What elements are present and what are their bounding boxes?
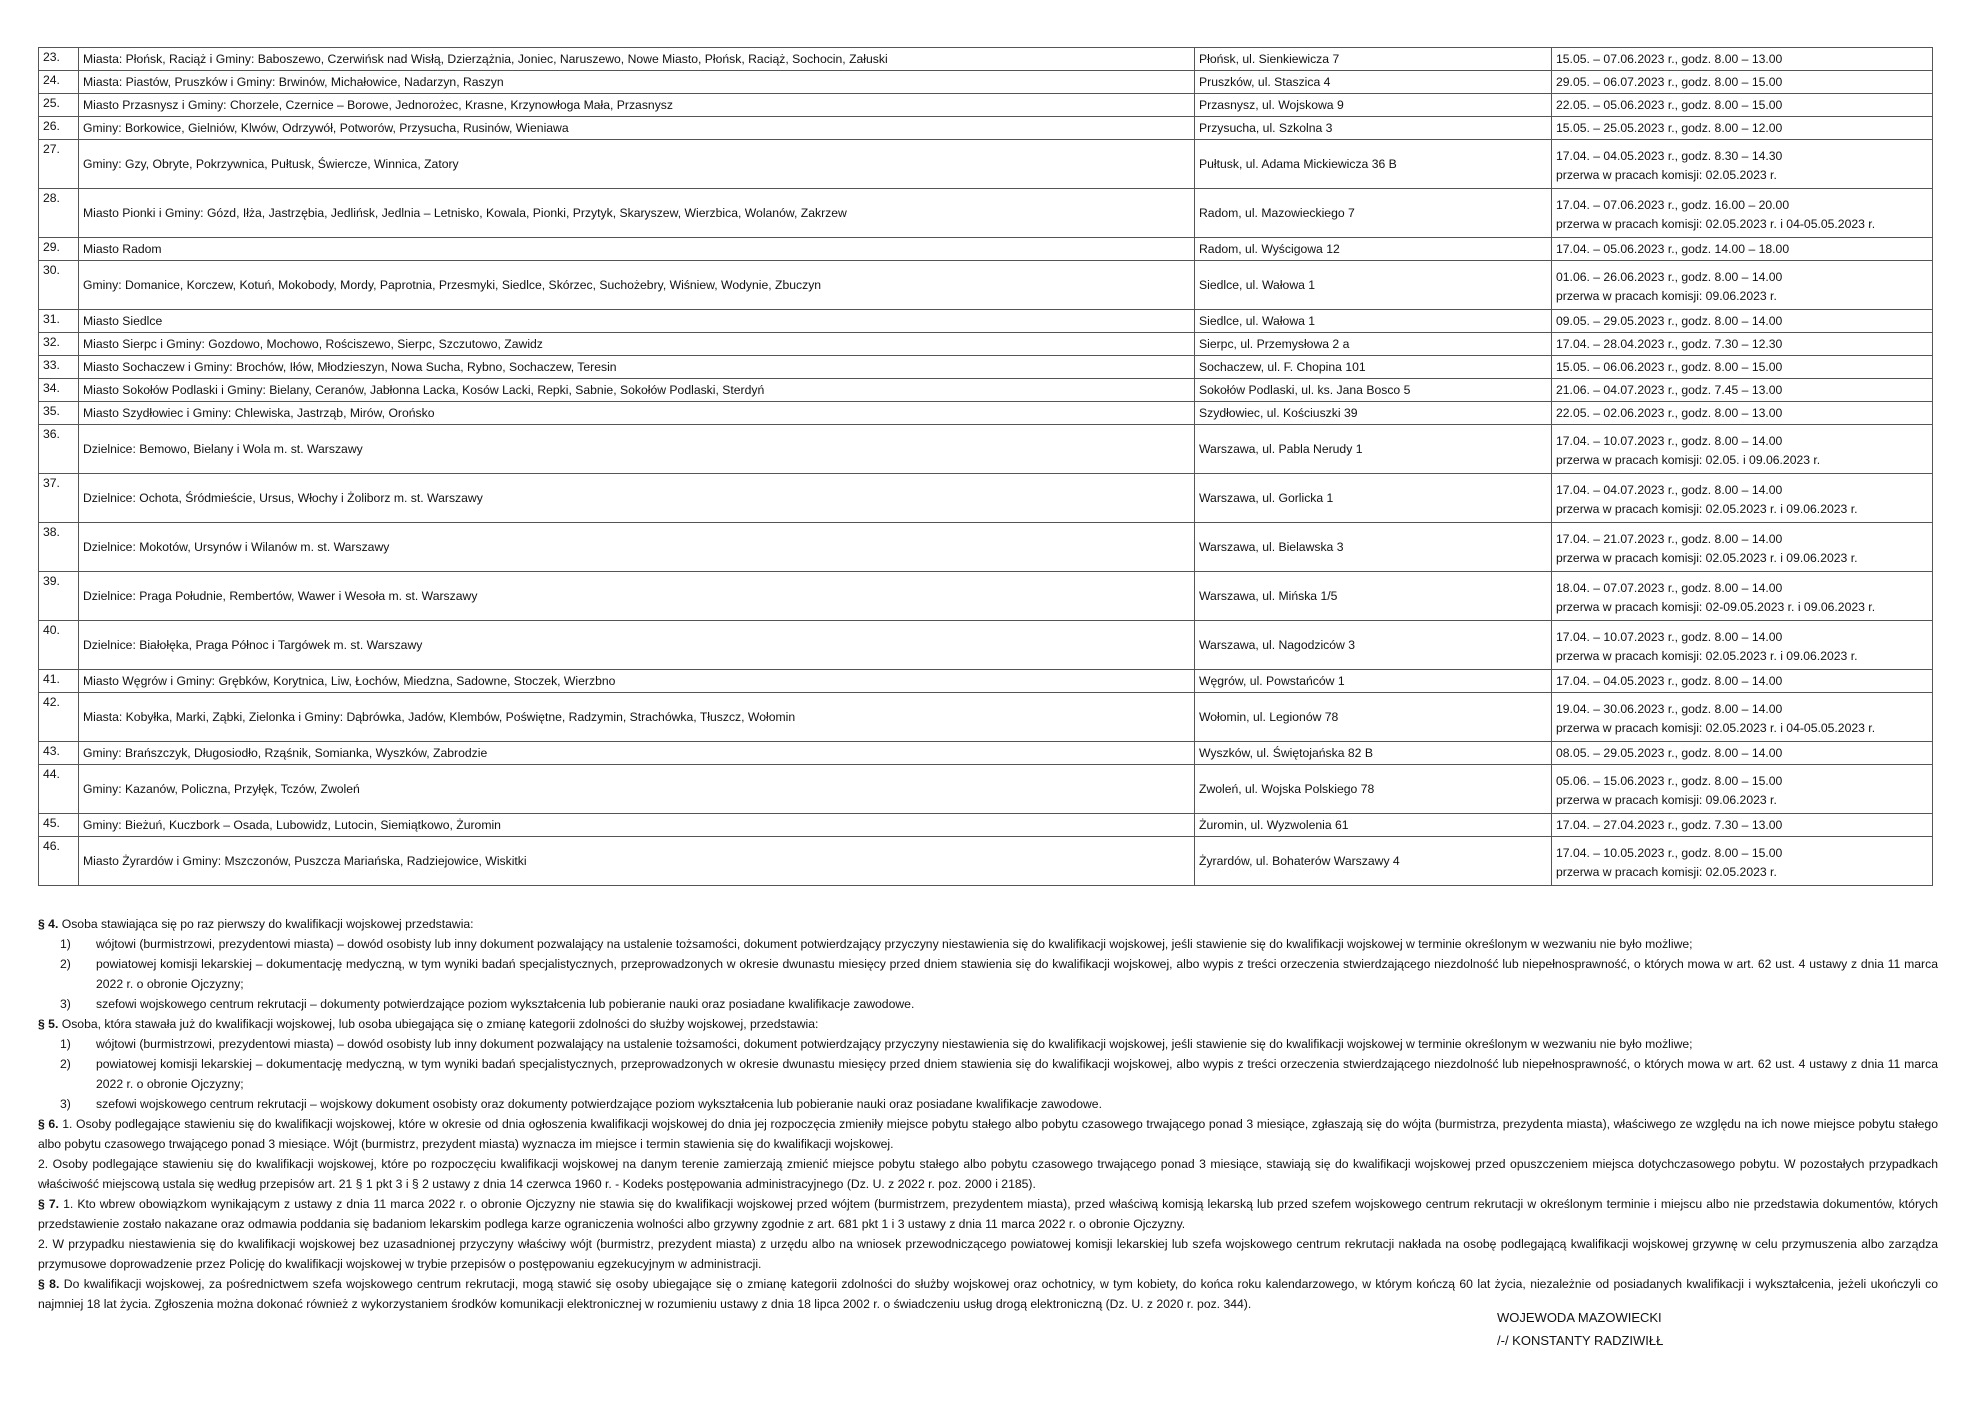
address-cell: Siedlce, ul. Wałowa 1 <box>1195 310 1552 333</box>
area-cell: Gminy: Domanice, Korczew, Kotuń, Mokobody, Mordy, Paprotnia, Przesmyki, Siedlce, Skórzec, Suchożebry, Wiśniew, Wodynie, Zbuczyn <box>79 261 1195 310</box>
item-text: szefowi wojskowego centrum rekrutacji – wojskowy dokument osobisty oraz dokumenty potwierdzające poziom wykształcenia lub pobieranie nauki oraz posiadane kwalifikacje zawodowe. <box>96 1097 1102 1111</box>
address-cell: Warszawa, ul. Bielawska 3 <box>1195 523 1552 572</box>
date-range-line: 17.04. – 27.04.2023 r., godz. 7.30 – 13.00 <box>1556 817 1783 832</box>
table-row <box>39 333 1933 356</box>
table-row <box>39 356 1933 379</box>
area-cell: Miasta: Kobyłka, Marki, Ząbki, Zielonka i Gminy: Dąbrówka, Jadów, Klembów, Poświętne, Radzymin, Strachówka, Tłuszcz, Wołomin <box>79 693 1195 742</box>
table-row <box>39 837 1933 886</box>
section-4-label: § 4. <box>38 917 59 931</box>
table-row <box>39 523 1933 572</box>
address-cell: Żyrardów, ul. Bohaterów Warszawy 4 <box>1195 837 1552 886</box>
address-cell: Wyszków, ul. Świętojańska 82 B <box>1195 742 1552 765</box>
provisions-section <box>38 914 1938 1314</box>
date-range-line: 21.06. – 04.07.2023 r., godz. 7.45 – 13.00 <box>1556 382 1783 397</box>
section-4-item-1 <box>38 934 1938 954</box>
date-range-line: 19.04. – 30.06.2023 r., godz. 8.00 – 14.00 <box>1556 701 1783 716</box>
dates-cell <box>1552 572 1933 621</box>
dates-cell <box>1552 814 1933 837</box>
row-number: 36. <box>39 425 79 474</box>
area-cell: Dzielnice: Praga Południe, Rembertów, Wawer i Wesoła m. st. Warszawy <box>79 572 1195 621</box>
date-range-line: 15.05. – 25.05.2023 r., godz. 8.00 – 12.00 <box>1556 120 1783 135</box>
section-5-intro <box>38 1014 1938 1034</box>
table-row <box>39 402 1933 425</box>
dates-cell <box>1552 238 1933 261</box>
section-6-p1-text: 1. Osoby podlegające stawieniu się do kwalifikacji wojskowej, które w okresie od dnia ogłoszenia kwalifikacji wojskowej do dnia jej rozpoczęcia zmieniły miejsce pobytu stałego albo pobytu czasowego trwającego ponad 3 miesiące, zgłaszają się do wójta (burmistrza, prezydenta miasta), właściwego ze względu na ich nowe miejsce pobytu stałego albo pobytu czasowego trwającego ponad 3 miesiące. Wójt (burmistrz, prezydent miasta) wyznacza im miejsce i termin stawienia się do kwalifikacji wojskowej. <box>38 1117 1938 1151</box>
address-cell: Pruszków, ul. Staszica 4 <box>1195 71 1552 94</box>
row-number: 28. <box>39 189 79 238</box>
area-cell: Gminy: Brańszczyk, Długosiodło, Rząśnik, Somianka, Wyszków, Zabrodzie <box>79 742 1195 765</box>
area-cell: Miasto Sierpc i Gminy: Gozdowo, Mochowo, Rościszewo, Sierpc, Szczutowo, Zawidz <box>79 333 1195 356</box>
table-row <box>39 94 1933 117</box>
row-number: 44. <box>39 765 79 814</box>
item-text: wójtowi (burmistrzowi, prezydentowi miasta) – dowód osobisty lub inny dokument pozwalający na ustalenie tożsamości, dokument potwierdzający przyczyny niestawienia się do kwalifikacji wojskowej, jeśli stawienie się do kwalifikacji wojskowej w terminie określonym w wezwaniu nie było możliwe; <box>96 937 1693 951</box>
dates-cell <box>1552 837 1933 886</box>
row-number: 45. <box>39 814 79 837</box>
item-number: 2) <box>60 957 71 971</box>
date-range-line: 17.04. – 10.05.2023 r., godz. 8.00 – 15.00 <box>1556 845 1783 860</box>
area-cell: Dzielnice: Białołęka, Praga Północ i Targówek m. st. Warszawy <box>79 621 1195 670</box>
address-cell: Szydłowiec, ul. Kościuszki 39 <box>1195 402 1552 425</box>
date-range-line: 17.04. – 21.07.2023 r., godz. 8.00 – 14.00 <box>1556 531 1783 546</box>
row-number: 32. <box>39 333 79 356</box>
signature-block <box>1497 1306 1663 1352</box>
table-row <box>39 48 1933 71</box>
address-cell: Przasnysz, ul. Wojskowa 9 <box>1195 94 1552 117</box>
dates-cell <box>1552 402 1933 425</box>
row-number: 24. <box>39 71 79 94</box>
row-number: 25. <box>39 94 79 117</box>
area-cell: Miasta: Płońsk, Raciąż i Gminy: Baboszewo, Czerwińsk nad Wisłą, Dzierzążnia, Joniec, Naruszewo, Nowe Miasto, Płońsk, Raciąż, Sochocin, Załuski <box>79 48 1195 71</box>
area-cell: Miasto Radom <box>79 238 1195 261</box>
address-cell: Żuromin, ul. Wyzwolenia 61 <box>1195 814 1552 837</box>
address-cell: Węgrów, ul. Powstańców 1 <box>1195 670 1552 693</box>
dates-cell <box>1552 474 1933 523</box>
commission-schedule-body <box>39 48 1933 886</box>
break-note-line: przerwa w pracach komisji: 02.05.2023 r. <box>1556 167 1777 182</box>
dates-cell <box>1552 670 1933 693</box>
date-range-line: 22.05. – 02.06.2023 r., godz. 8.00 – 13.00 <box>1556 405 1783 420</box>
section-8-label: § 8. <box>38 1277 60 1291</box>
dates-cell <box>1552 333 1933 356</box>
date-range-line: 29.05. – 06.07.2023 r., godz. 8.00 – 15.00 <box>1556 74 1783 89</box>
section-5-item-1 <box>38 1034 1938 1054</box>
row-number: 26. <box>39 117 79 140</box>
date-range-line: 09.05. – 29.05.2023 r., godz. 8.00 – 14.00 <box>1556 313 1783 328</box>
table-row <box>39 425 1933 474</box>
dates-cell <box>1552 140 1933 189</box>
section-4-item-3 <box>38 994 1938 1014</box>
area-cell: Miasto Szydłowiec i Gminy: Chlewiska, Jastrząb, Mirów, Orońsko <box>79 402 1195 425</box>
date-range-line: 17.04. – 10.07.2023 r., godz. 8.00 – 14.00 <box>1556 629 1783 644</box>
table-row <box>39 765 1933 814</box>
row-number: 43. <box>39 742 79 765</box>
signature-title: WOJEWODA MAZOWIECKI <box>1497 1310 1662 1325</box>
address-cell: Warszawa, ul. Nagodziców 3 <box>1195 621 1552 670</box>
area-cell: Dzielnice: Bemowo, Bielany i Wola m. st. Warszawy <box>79 425 1195 474</box>
date-range-line: 08.05. – 29.05.2023 r., godz. 8.00 – 14.00 <box>1556 745 1783 760</box>
row-number: 34. <box>39 379 79 402</box>
break-note-line: przerwa w pracach komisji: 02.05.2023 r. <box>1556 864 1777 879</box>
date-range-line: 15.05. – 06.06.2023 r., godz. 8.00 – 15.00 <box>1556 359 1783 374</box>
dates-cell <box>1552 261 1933 310</box>
row-number: 39. <box>39 572 79 621</box>
table-row <box>39 572 1933 621</box>
section-5-label: § 5. <box>38 1017 59 1031</box>
address-cell: Radom, ul. Mazowieckiego 7 <box>1195 189 1552 238</box>
table-row <box>39 71 1933 94</box>
table-row <box>39 117 1933 140</box>
break-note-line: przerwa w pracach komisji: 02.05.2023 r. i 09.06.2023 r. <box>1556 648 1858 663</box>
address-cell: Wołomin, ul. Legionów 78 <box>1195 693 1552 742</box>
date-range-line: 17.04. – 05.06.2023 r., godz. 14.00 – 18.00 <box>1556 241 1790 256</box>
break-note-line: przerwa w pracach komisji: 02.05.2023 r. i 09.06.2023 r. <box>1556 550 1858 565</box>
item-text: powiatowej komisji lekarskiej – dokumentację medyczną, w tym wyniki badań specjalistycznych, przeprowadzonych w okresie dwunastu miesięcy przed dniem stawienia się do kwalifikacji wojskowej, albo wypis z treści orzeczenia stwierdzającego niezdolność lub niepełnosprawność, o których mowa w art. 62 ust. 4 ustawy z dnia 11 marca 2022 r. o obronie Ojczyzny; <box>96 957 1938 991</box>
row-number: 29. <box>39 238 79 261</box>
table-row <box>39 189 1933 238</box>
area-cell: Miasto Sokołów Podlaski i Gminy: Bielany, Ceranów, Jabłonna Lacka, Kosów Lacki, Repki, Sabnie, Sokołów Podlaski, Sterdyń <box>79 379 1195 402</box>
table-row <box>39 379 1933 402</box>
table-row <box>39 693 1933 742</box>
dates-cell <box>1552 425 1933 474</box>
address-cell: Sochaczew, ul. F. Chopina 101 <box>1195 356 1552 379</box>
table-row <box>39 261 1933 310</box>
date-range-line: 01.06. – 26.06.2023 r., godz. 8.00 – 14.00 <box>1556 269 1783 284</box>
date-range-line: 05.06. – 15.06.2023 r., godz. 8.00 – 15.00 <box>1556 773 1783 788</box>
item-number: 1) <box>60 937 71 951</box>
area-cell: Gminy: Borkowice, Gielniów, Klwów, Odrzywół, Potworów, Przysucha, Rusinów, Wieniawa <box>79 117 1195 140</box>
dates-cell <box>1552 94 1933 117</box>
signature-name: /-/ KONSTANTY RADZIWIŁŁ <box>1497 1333 1664 1348</box>
address-cell: Warszawa, ul. Mińska 1/5 <box>1195 572 1552 621</box>
row-number: 41. <box>39 670 79 693</box>
break-note-line: przerwa w pracach komisji: 02.05. i 09.06.2023 r. <box>1556 452 1821 467</box>
item-text: wójtowi (burmistrzowi, prezydentowi miasta) – dowód osobisty lub inny dokument pozwalający na ustalenie tożsamości, dokument potwierdzający przyczyny niestawienia się do kwalifikacji wojskowej, jeśli stawienie się do kwalifikacji wojskowej w terminie określonym w wezwaniu nie było możliwe; <box>96 1037 1693 1051</box>
date-range-line: 22.05. – 05.06.2023 r., godz. 8.00 – 15.00 <box>1556 97 1783 112</box>
row-number: 38. <box>39 523 79 572</box>
section-6-label: § 6. <box>38 1117 59 1131</box>
date-range-line: 17.04. – 04.07.2023 r., godz. 8.00 – 14.00 <box>1556 482 1783 497</box>
area-cell: Miasta: Piastów, Pruszków i Gminy: Brwinów, Michałowice, Nadarzyn, Raszyn <box>79 71 1195 94</box>
address-cell: Płońsk, ul. Sienkiewicza 7 <box>1195 48 1552 71</box>
table-row <box>39 238 1933 261</box>
area-cell: Miasto Żyrardów i Gminy: Mszczonów, Puszcza Mariańska, Radziejowice, Wiskitki <box>79 837 1195 886</box>
date-range-line: 17.04. – 07.06.2023 r., godz. 16.00 – 20.00 <box>1556 197 1790 212</box>
row-number: 42. <box>39 693 79 742</box>
table-row <box>39 742 1933 765</box>
date-range-line: 17.04. – 10.07.2023 r., godz. 8.00 – 14.00 <box>1556 433 1783 448</box>
commission-schedule-table-wrapper <box>38 47 1932 886</box>
row-number: 37. <box>39 474 79 523</box>
dates-cell <box>1552 48 1933 71</box>
item-text: szefowi wojskowego centrum rekrutacji – dokumenty potwierdzające poziom wykształcenia lub pobieranie nauki oraz posiadane kwalifikacje zawodowe. <box>96 997 915 1011</box>
row-number: 46. <box>39 837 79 886</box>
section-6-paragraph-2: 2. Osoby podlegające stawieniu się do kwalifikacji wojskowej, które po rozpoczęciu kwalifikacji wojskowej na danym terenie zamierzają zmienić miejsce pobytu stałego albo pobytu czasowego trwającego ponad 3 miesiące, stawiają się do kwalifikacji wojskowej przed opuszczeniem miejsca dotychczasowego pobytu. W pozostałych przypadkach właściwość miejscową ustala się według przepisów art. 21 § 1 pkt 3 i § 2 ustawy z dnia 14 czerwca 1960 r. - Kodeks postępowania administracyjnego (Dz. U. z 2022 r. poz. 2000 i 2185). <box>38 1157 1938 1191</box>
address-cell: Sierpc, ul. Przemysłowa 2 a <box>1195 333 1552 356</box>
table-row <box>39 814 1933 837</box>
section-5-intro-text: Osoba, która stawała już do kwalifikacji wojskowej, lub osoba ubiegająca się o zmianę kategorii zdolności do służby wojskowej, przedstawia: <box>61 1017 819 1031</box>
break-note-line: przerwa w pracach komisji: 02.05.2023 r. i 04-05.05.2023 r. <box>1556 720 1876 735</box>
dates-cell <box>1552 189 1933 238</box>
area-cell: Miasto Węgrów i Gminy: Grębków, Korytnica, Liw, Łochów, Miedzna, Sadowne, Stoczek, Wierzbno <box>79 670 1195 693</box>
date-range-line: 18.04. – 07.07.2023 r., godz. 8.00 – 14.00 <box>1556 580 1783 595</box>
row-number: 35. <box>39 402 79 425</box>
area-cell: Gminy: Kazanów, Policzna, Przyłęk, Tczów, Zwoleń <box>79 765 1195 814</box>
section-6-paragraph-1 <box>38 1114 1938 1154</box>
area-cell: Miasto Sochaczew i Gminy: Brochów, Iłów, Młodzieszyn, Nowa Sucha, Rybno, Sochaczew, Teresin <box>79 356 1195 379</box>
section-5-item-2 <box>38 1054 1938 1094</box>
break-note-line: przerwa w pracach komisji: 02.05.2023 r. i 09.06.2023 r. <box>1556 501 1858 516</box>
date-range-line: 17.04. – 28.04.2023 r., godz. 7.30 – 12.30 <box>1556 336 1783 351</box>
break-note-line: przerwa w pracach komisji: 02.05.2023 r. i 04-05.05.2023 r. <box>1556 216 1876 231</box>
section-8-text: Do kwalifikacji wojskowej, za pośrednictwem szefa wojskowego centrum rekrutacji, mogą stawić się osoby ubiegające się o zmianę kategorii zdolności do służby wojskowej oraz ochotnicy, w tym kobiety, do końca roku kalendarzowego, w którym kończą 60 lat życia, niezależnie od posiadanych kwalifikacji i wykształcenia, jeżeli ukończyli co najmniej 18 lat życia. Zgłoszenia można dokonać również z wykorzystaniem środków komunikacji elektronicznej w rozumieniu ustawy z dnia 18 lipca 2002 r. o świadczeniu usług drogą elektroniczną (Dz. U. z 2020 r. poz. 344). <box>38 1277 1938 1311</box>
item-text: powiatowej komisji lekarskiej – dokumentację medyczną, w tym wyniki badań specjalistycznych, przeprowadzonych w okresie dwunastu miesięcy przed dniem stawienia się do kwalifikacji wojskowej, albo wypis z treści orzeczenia stwierdzającego niezdolność lub niepełnosprawność, o których mowa w art. 62 ust. 4 ustawy z dnia 11 marca 2022 r. o obronie Ojczyzny; <box>96 1057 1938 1091</box>
date-range-line: 15.05. – 07.06.2023 r., godz. 8.00 – 13.00 <box>1556 51 1783 66</box>
item-number: 2) <box>60 1057 71 1071</box>
section-7-paragraph-1 <box>38 1194 1938 1234</box>
row-number: 30. <box>39 261 79 310</box>
dates-cell <box>1552 765 1933 814</box>
section-4-intro-text: Osoba stawiająca się po raz pierwszy do kwalifikacji wojskowej przedstawia: <box>61 917 474 931</box>
section-4-item-2 <box>38 954 1938 994</box>
dates-cell <box>1552 117 1933 140</box>
break-note-line: przerwa w pracach komisji: 02-09.05.2023 r. i 09.06.2023 r. <box>1556 599 1876 614</box>
dates-cell <box>1552 742 1933 765</box>
section-7-paragraph-2: 2. W przypadku niestawienia się do kwalifikacji wojskowej bez uzasadnionej przyczyny właściwy wójt (burmistrz, prezydent miasta) z urzędu albo na wniosek przewodniczącego powiatowej komisji lekarskiej lub szefa wojskowego centrum rekrutacji nakłada na osobę podlegającą kwalifikacji wojskowej grzywnę w celu przymuszenia albo zarządza przymusowe doprowadzenie przez Policję do kwalifikacji wojskowej w trybie przepisów o postępowaniu egzekucyjnym w administracji. <box>38 1237 1938 1271</box>
address-cell: Siedlce, ul. Wałowa 1 <box>1195 261 1552 310</box>
dates-cell <box>1552 621 1933 670</box>
row-number: 33. <box>39 356 79 379</box>
dates-cell <box>1552 523 1933 572</box>
dates-cell <box>1552 379 1933 402</box>
address-cell: Przysucha, ul. Szkolna 3 <box>1195 117 1552 140</box>
dates-cell <box>1552 693 1933 742</box>
table-row <box>39 140 1933 189</box>
area-cell: Dzielnice: Ochota, Śródmieście, Ursus, Włochy i Żoliborz m. st. Warszawy <box>79 474 1195 523</box>
table-row <box>39 670 1933 693</box>
date-range-line: 17.04. – 04.05.2023 r., godz. 8.30 – 14.30 <box>1556 148 1783 163</box>
commission-schedule-table <box>38 47 1933 886</box>
table-row <box>39 310 1933 333</box>
row-number: 27. <box>39 140 79 189</box>
item-number: 3) <box>60 997 71 1011</box>
address-cell: Pułtusk, ul. Adama Mickiewicza 36 B <box>1195 140 1552 189</box>
area-cell: Gminy: Gzy, Obryte, Pokrzywnica, Pułtusk, Świercze, Winnica, Zatory <box>79 140 1195 189</box>
item-number: 3) <box>60 1097 71 1111</box>
table-row <box>39 474 1933 523</box>
dates-cell <box>1552 310 1933 333</box>
break-note-line: przerwa w pracach komisji: 09.06.2023 r. <box>1556 792 1777 807</box>
item-number: 1) <box>60 1037 71 1051</box>
row-number: 23. <box>39 48 79 71</box>
address-cell: Sokołów Podlaski, ul. ks. Jana Bosco 5 <box>1195 379 1552 402</box>
row-number: 31. <box>39 310 79 333</box>
section-7-label: § 7. <box>38 1197 60 1211</box>
area-cell: Miasto Przasnysz i Gminy: Chorzele, Czernice – Borowe, Jednorożec, Krasne, Krzynowłoga Mała, Przasnysz <box>79 94 1195 117</box>
section-5-item-3 <box>38 1094 1938 1114</box>
section-7-p1-text: 1. Kto wbrew obowiązkom wynikającym z ustawy z dnia 11 marca 2022 r. o obronie Ojczyzny nie stawia się do kwalifikacji wojskowej przed wójtem (burmistrzem, prezydentem miasta), przed właściwą komisją lekarską lub przed szefem wojskowego centrum rekrutacji w określonym terminie i miejscu albo nie przedstawia dokumentów, których przedstawienie zostało nakazane oraz odmawia poddania się badaniom lekarskim podlega karze ograniczenia wolności albo grzywny zgodnie z art. 681 pkt 1 i 3 ustawy z dnia 11 marca 2022 r. o obronie Ojczyzny. <box>38 1197 1938 1231</box>
address-cell: Radom, ul. Wyścigowa 12 <box>1195 238 1552 261</box>
area-cell: Miasto Siedlce <box>79 310 1195 333</box>
dates-cell <box>1552 356 1933 379</box>
area-cell: Gminy: Bieżuń, Kuczbork – Osada, Lubowidz, Lutocin, Siemiątkowo, Żuromin <box>79 814 1195 837</box>
break-note-line: przerwa w pracach komisji: 09.06.2023 r. <box>1556 288 1777 303</box>
area-cell: Miasto Pionki i Gminy: Gózd, Iłża, Jastrzębia, Jedlińsk, Jedlnia – Letnisko, Kowala, Pionki, Przytyk, Skaryszew, Wierzbica, Wolanów, Zakrzew <box>79 189 1195 238</box>
address-cell: Zwoleń, ul. Wojska Polskiego 78 <box>1195 765 1552 814</box>
address-cell: Warszawa, ul. Gorlicka 1 <box>1195 474 1552 523</box>
date-range-line: 17.04. – 04.05.2023 r., godz. 8.00 – 14.00 <box>1556 673 1783 688</box>
area-cell: Dzielnice: Mokotów, Ursynów i Wilanów m. st. Warszawy <box>79 523 1195 572</box>
table-row <box>39 621 1933 670</box>
address-cell: Warszawa, ul. Pabla Nerudy 1 <box>1195 425 1552 474</box>
dates-cell <box>1552 71 1933 94</box>
section-4-intro <box>38 914 1938 934</box>
row-number: 40. <box>39 621 79 670</box>
